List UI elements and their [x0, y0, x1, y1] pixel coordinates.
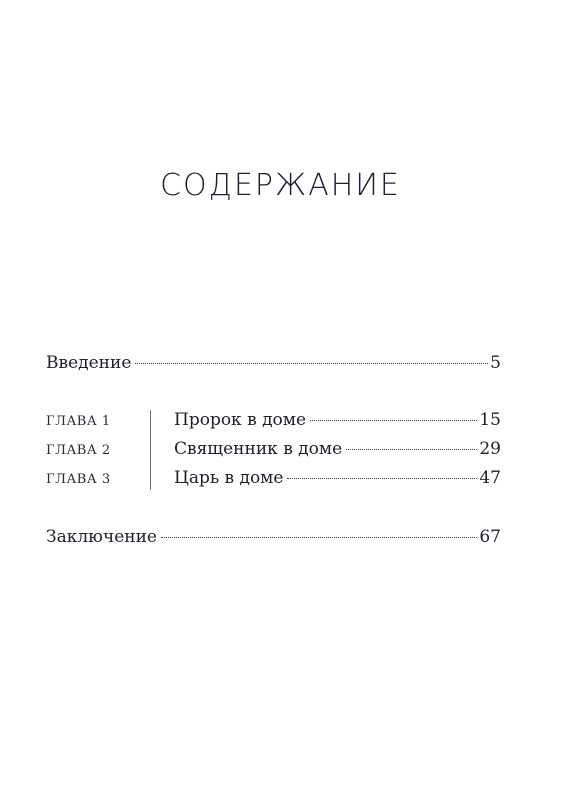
chapter-tag: ГЛАВА 2: [46, 443, 111, 458]
dot-leader: [310, 420, 477, 421]
toc-entry-conclusion: [46, 527, 501, 551]
toc-entry-label: Заключение: [46, 527, 157, 547]
toc-entry-intro: [46, 353, 501, 377]
dot-leader: [346, 449, 477, 450]
toc-page-number: 47: [479, 468, 501, 488]
toc-entry-label: Священник в доме: [174, 439, 343, 459]
page-title: СОДЕРЖАНИЕ: [160, 168, 401, 203]
toc-entry-chapter-1: [46, 410, 501, 434]
dot-leader: [161, 537, 477, 538]
toc-entry-label: Пророк в доме: [174, 410, 307, 430]
toc-entry-label: Царь в доме: [174, 468, 284, 488]
dot-leader: [135, 363, 488, 364]
toc-page-number: 5: [490, 353, 501, 373]
toc-page-number: 15: [479, 410, 501, 430]
toc-entry-label: Введение: [46, 353, 132, 373]
toc-page-number: 29: [479, 439, 501, 459]
toc-entry-chapter-2: [46, 439, 501, 463]
chapter-tag: ГЛАВА 3: [46, 472, 111, 487]
toc-page-number: 67: [479, 527, 501, 547]
chapter-tag: ГЛАВА 1: [46, 414, 111, 429]
toc-entry-chapter-3: [46, 468, 501, 492]
dot-leader: [287, 478, 477, 479]
